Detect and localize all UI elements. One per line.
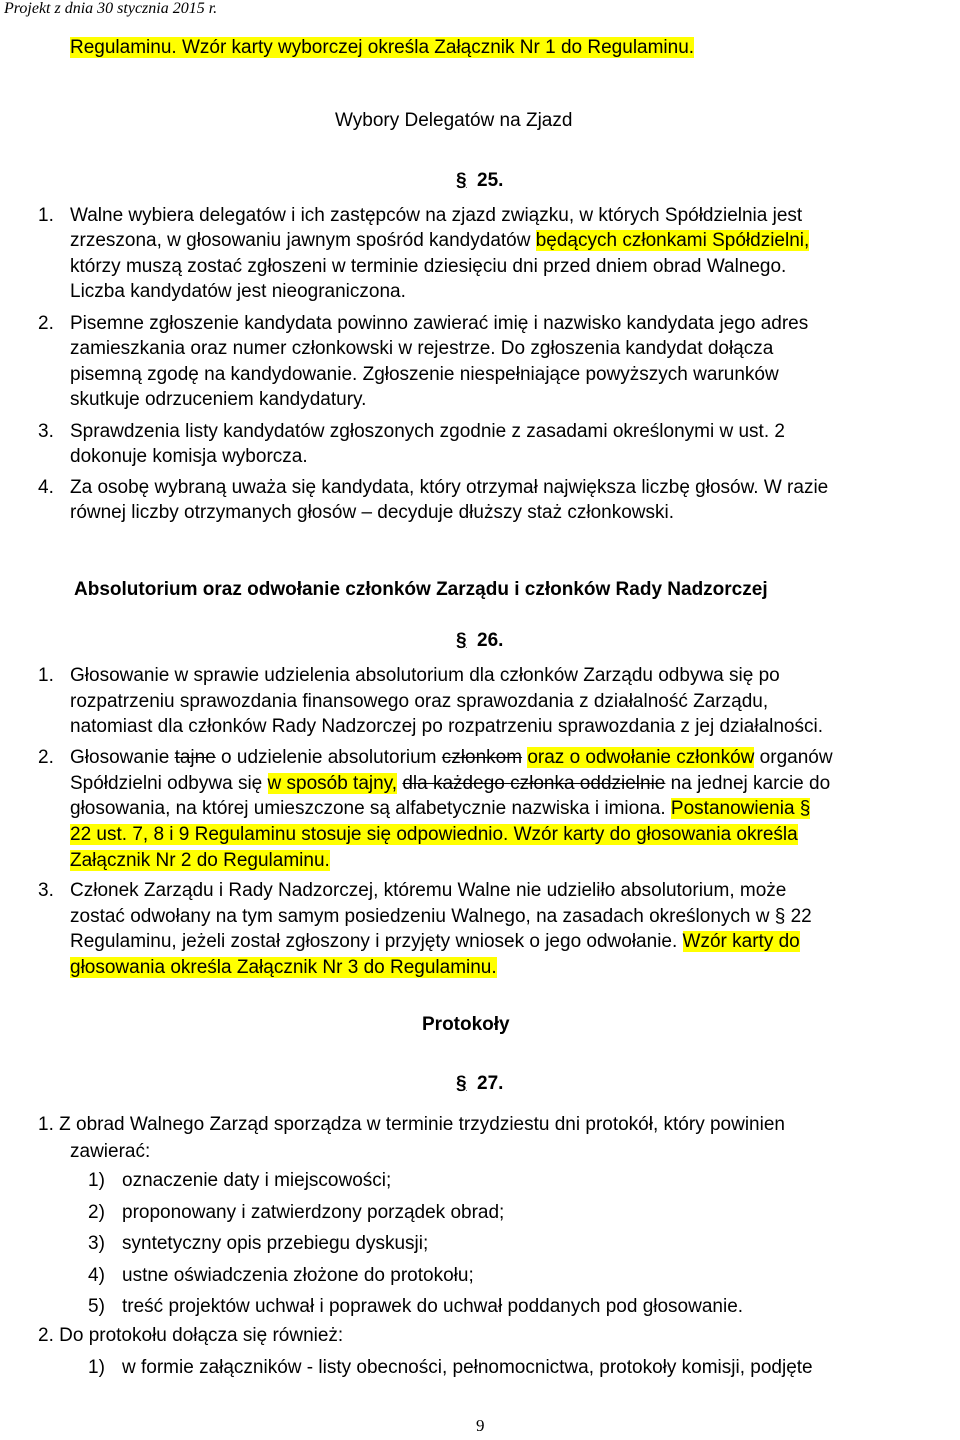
text-segment: Sprawdzenia listy kandydatów zgłoszonych zgodnie z zasadami określonymi w ust. 2 bbox=[70, 421, 785, 442]
text-segment: zostać odwołany na tym samym posiedzeniu Walnego, na zasadach określonych w § 22 bbox=[70, 905, 812, 927]
item-text-line bbox=[70, 446, 308, 468]
highlighted-text: głosowania określa Załącznik Nr 3 do Regulaminu. bbox=[70, 957, 497, 979]
item-text-line bbox=[70, 313, 808, 335]
list-item-text: proponowany i zatwierdzony porządek obrad; bbox=[122, 1201, 505, 1223]
item-number: 2. bbox=[38, 747, 54, 768]
section-27-heading: Protokoły bbox=[422, 1014, 510, 1035]
section-26-paragraph-mark: § bbox=[456, 630, 467, 651]
list-item-text: oznaczenie daty i miejscowości; bbox=[122, 1170, 392, 1191]
text-segment: Walne wybiera delegatów i ich zastępców na zjazd związku, w których Spółdzielnia jest bbox=[70, 205, 803, 226]
item-text-line bbox=[70, 281, 406, 303]
item-text-line bbox=[70, 691, 768, 713]
list-item-text: ustne oświadczenia złożone do protokołu; bbox=[122, 1264, 474, 1286]
item-text-line bbox=[70, 256, 786, 278]
list-item-number: 3) bbox=[88, 1233, 105, 1254]
section-25-heading: Wybory Delegatów na Zjazd bbox=[335, 110, 573, 131]
item-text-line bbox=[70, 906, 812, 928]
section-25-number: 25. bbox=[477, 170, 504, 191]
list-item-number: 5) bbox=[88, 1296, 105, 1317]
item-text-line bbox=[70, 364, 779, 386]
text-segment: Głosowanie bbox=[70, 747, 175, 768]
section-25-paragraph-mark: § bbox=[456, 170, 467, 191]
list-item-number: 2) bbox=[88, 1201, 105, 1223]
section-26-number: 26. bbox=[477, 630, 504, 651]
item-text-line bbox=[70, 798, 810, 820]
item-number: 2. bbox=[38, 313, 54, 334]
header-stamp: Projekt z dnia 30 stycznia 2015 r. bbox=[4, 0, 218, 17]
list-item-text: syntetyczny opis przebiegu dyskusji; bbox=[122, 1233, 429, 1254]
section-27-paragraph-mark: § bbox=[456, 1073, 467, 1094]
text-segment: Członek Zarządu i Rady Nadzorczej, któremu Walne nie udzieliło absolutorium, może bbox=[70, 880, 787, 901]
item-number: 3. bbox=[38, 880, 54, 901]
list-item-number: 1) bbox=[88, 1357, 105, 1378]
section-27-p1-line1: 1. Z obrad Walnego Zarząd sporządza w terminie trzydziestu dni protokół, który powinien bbox=[38, 1114, 785, 1135]
item-text-line bbox=[70, 502, 674, 524]
text-segment: natomiast dla członków Rady Nadzorczej po rozpatrzeniu sprawozdania z jej działalności. bbox=[70, 716, 823, 738]
item-text-line bbox=[70, 716, 823, 738]
struck-text: dla każdego członka oddzielnie bbox=[402, 772, 666, 794]
page-number: 9 bbox=[476, 1416, 485, 1435]
section-27-p2-line: 2. Do protokołu dołącza się również: bbox=[38, 1325, 344, 1346]
text-segment: zamieszkania oraz numer członkowski w rejestrze. Do zgłoszenia kandydat dołącza bbox=[70, 338, 774, 360]
section-26-heading: Absolutorium oraz odwołanie członków Zarządu i członków Rady Nadzorczej bbox=[74, 579, 768, 600]
section-27-number: 27. bbox=[477, 1073, 504, 1094]
item-text-line bbox=[70, 338, 773, 360]
struck-text: tajne bbox=[174, 747, 216, 768]
highlighted-text: będących członkami Spółdzielni, bbox=[535, 230, 810, 252]
text-segment: dokonuje komisja wyborcza. bbox=[70, 446, 308, 468]
list-item-number: 1) bbox=[88, 1170, 105, 1191]
item-text-line bbox=[70, 931, 800, 953]
highlighted-text: Załącznik Nr 2 do Regulaminu. bbox=[70, 849, 330, 871]
text-segment: Liczba kandydatów jest nieograniczona. bbox=[70, 280, 406, 302]
item-number: 1. bbox=[38, 665, 54, 686]
text-segment: Głosowanie w sprawie udzielenia absolutorium dla członków Zarządu odbywa się po bbox=[70, 665, 780, 686]
item-text-line bbox=[70, 957, 497, 979]
highlighted-text: 22 ust. 7, 8 i 9 Regulaminu stosuje się odpowiednio. Wzór karty do głosowania określa bbox=[70, 824, 798, 846]
item-text-line bbox=[70, 389, 366, 411]
item-text-line bbox=[70, 773, 830, 795]
text-segment: pisemną zgodę na kandydowanie. Zgłoszenie niespełniające powyższych warunków bbox=[70, 363, 779, 385]
item-number: 3. bbox=[38, 421, 54, 442]
struck-text: członkom bbox=[441, 747, 523, 768]
item-text-line bbox=[70, 880, 786, 902]
highlighted-text: oraz o odwołanie członków bbox=[527, 747, 755, 768]
text-segment: skutkuje odrzuceniem kandydatury. bbox=[70, 388, 367, 410]
item-text-line bbox=[70, 205, 802, 227]
text-segment: Pisemne zgłoszenie kandydata powinno zawierać imię i nazwisko kandydata jego adres bbox=[70, 313, 809, 334]
item-number: 4. bbox=[38, 477, 54, 498]
text-segment: zrzeszona, w głosowaniu jawnym spośród kandydatów bbox=[70, 230, 536, 252]
highlighted-text: Postanowienia § bbox=[670, 798, 811, 820]
item-text-line bbox=[70, 421, 785, 443]
item-text-line bbox=[70, 477, 828, 499]
list-item-text: w formie załączników - listy obecności, pełnomocnictwa, protokoły komisji, podjęte bbox=[122, 1357, 813, 1378]
item-text-line bbox=[70, 824, 798, 846]
text-segment: Spółdzielni odbywa się bbox=[70, 772, 268, 794]
text-segment: którzy muszą zostać zgłoszeni w terminie dziesięciu dni przed dniem obrad Walnego. bbox=[70, 255, 787, 277]
section-27-p1-line2: zawierać: bbox=[70, 1141, 151, 1162]
item-text-line bbox=[70, 665, 780, 687]
list-item-text: treść projektów uchwał i poprawek do uchwał poddanych pod głosowanie. bbox=[122, 1296, 744, 1317]
text-segment: Za osobę wybraną uważa się kandydata, który otrzymał największa liczbę głosów. W razie bbox=[70, 477, 829, 498]
item-text-line bbox=[70, 850, 330, 872]
text-segment: rozpatrzeniu sprawozdania finansowego oraz sprawozdania z działalność Zarządu, bbox=[70, 690, 769, 712]
highlighted-text: Wzór karty do bbox=[682, 931, 800, 953]
text-segment: równej liczby otrzymanych głosów – decyduje dłuższy staż członkowski. bbox=[70, 502, 675, 524]
list-item-number: 4) bbox=[88, 1264, 105, 1286]
text-segment: Regulaminu, jeżeli został zgłoszony i przyjęty wniosek o jego odwołanie. bbox=[70, 931, 683, 953]
highlighted-text: w sposób tajny, bbox=[267, 772, 398, 794]
text-segment: głosowania, na której umieszczone są alfabetycznie nazwiska i imiona. bbox=[70, 798, 671, 820]
text-segment: organów bbox=[754, 747, 833, 768]
item-text-line bbox=[70, 230, 809, 252]
intro-line: Regulaminu. Wzór karty wyborczej określa Załącznik Nr 1 do Regulaminu. bbox=[70, 37, 695, 58]
text-segment: o udzielenie absolutorium bbox=[215, 747, 442, 768]
item-number: 1. bbox=[38, 205, 54, 226]
item-text-line bbox=[70, 747, 833, 769]
text-segment: na jednej karcie do bbox=[665, 772, 831, 794]
